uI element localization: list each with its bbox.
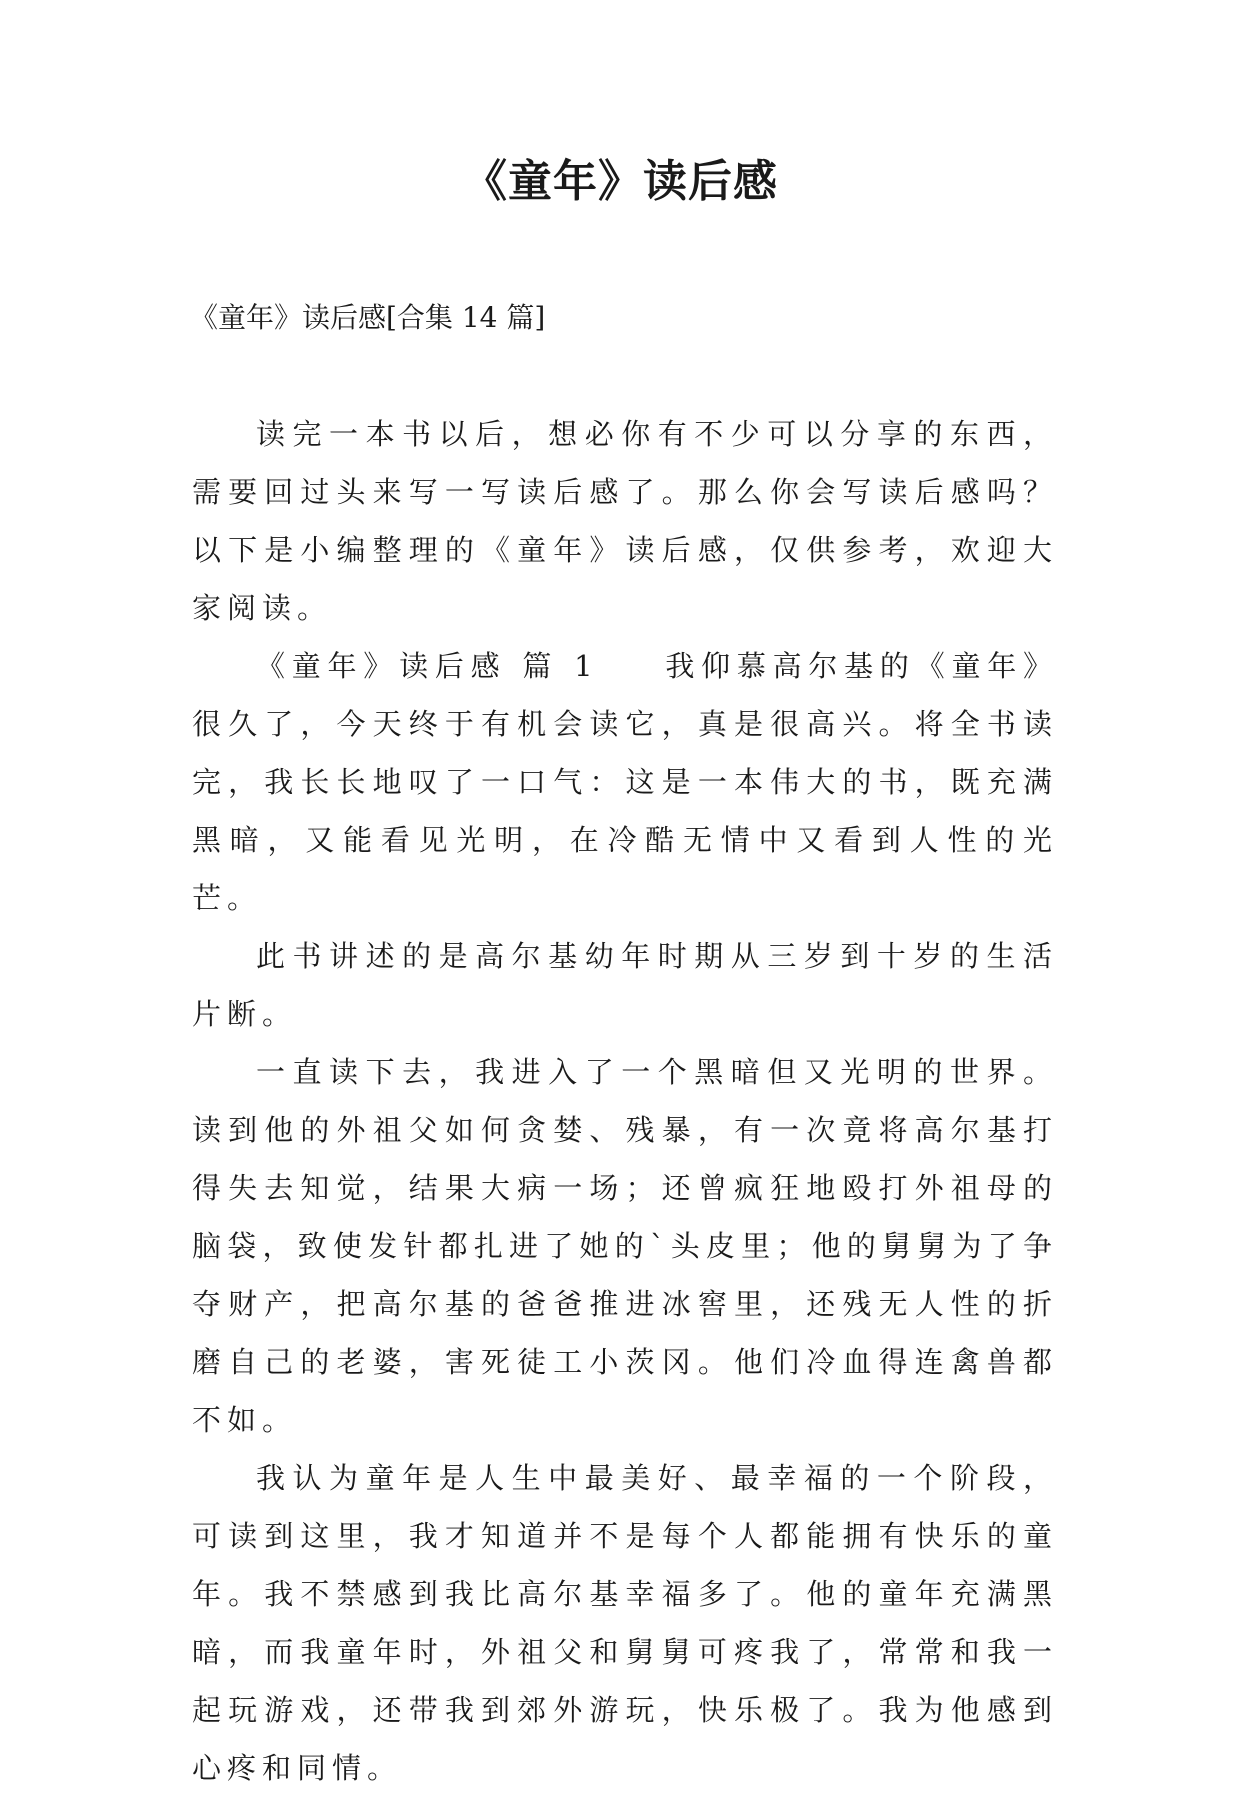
body-paragraph: 此书讲述的是高尔基幼年时期从三岁到十岁的生活片断。 bbox=[192, 939, 1058, 1031]
document-title: 《童年》读后感 bbox=[463, 156, 778, 207]
section-1-text: 我仰慕高尔基的《童年》很久了，今天终于有机会读它，真是很高兴。将全书读完，我长长地叹了一口气：这是一本伟大的书，既充满黑暗，又能看见光明，在冷酷无情中又看到人性的光芒。 bbox=[192, 649, 1058, 915]
document-subtitle: 《童年》读后感[合集 14 篇] bbox=[190, 301, 546, 334]
section-1-paragraph bbox=[192, 637, 1058, 927]
body-paragraph: 一直读下去，我进入了一个黑暗但又光明的世界。读到他的外祖父如何贪婪、残暴，有一次竟将高尔基打得失去知觉，结果大病一场；还曾疯狂地殴打外祖母的脑袋，致使发针都扎进了她的`头皮里；他的舅舅为了争夺财产，把高尔基的爸爸推进冰窖里，还残无人性的折磨自己的老婆，害死徒工小茨冈。他们冷血得连禽兽都不如。 bbox=[192, 1055, 1058, 1437]
body-paragraph: 我认为童年是人生中最美好、最幸福的一个阶段，可读到这里，我才知道并不是每个人都能拥有快乐的童年。我不禁感到我比高尔基幸福多了。他的童年充满黑暗，而我童年时，外祖父和舅舅可疼我了，常常和我一起玩游戏，还带我到郊外游玩，快乐极了。我为他感到心疼和同情。 bbox=[192, 1461, 1058, 1785]
document-body bbox=[192, 405, 1058, 1797]
section-1-heading: 《童年》读后感 篇 1 bbox=[256, 649, 599, 683]
intro-paragraph: 读完一本书以后，想必你有不少可以分享的东西，需要回过头来写一写读后感了。那么你会写读后感吗？以下是小编整理的《童年》读后感，仅供参考，欢迎大家阅读。 bbox=[192, 417, 1058, 625]
